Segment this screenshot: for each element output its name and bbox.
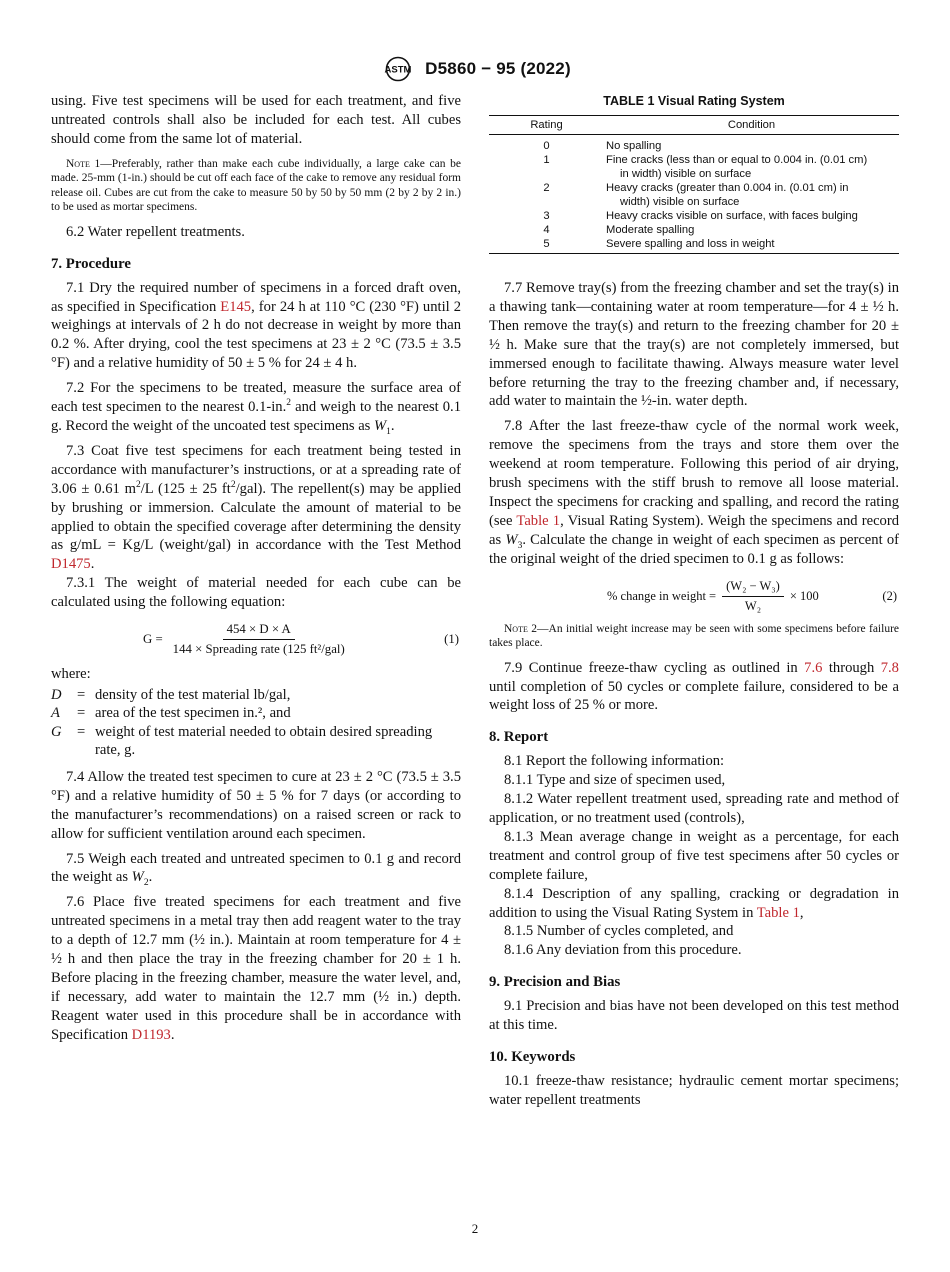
para-7-6: 7.6 Place five treated specimens for each treatment and five untreated specimens in a metal tray then add reagent water to the tray to a depth of 12.7 mm (½ in.). Maintain at room temperature for 4 ± ½ h and then place the tray in the freezing chamber for 20 ± 1 h. Before placing in the freezing chamber, measure the water level, and, if necessary, add water to maintain the 12.7 mm (½ in.) depth. Reagent water used in this procedure shall be in accordance with Specification D1193. bbox=[51, 894, 461, 1043]
link-7-8[interactable]: 7.8 bbox=[880, 659, 899, 676]
page-number: 2 bbox=[471, 1221, 479, 1236]
para-10-1: 10.1 freeze-thaw resistance; hydraulic cement mortar specimens; water repellent treatments bbox=[489, 1073, 899, 1108]
intro-paragraph: using. Five test specimens will be used for each treatment, and five untreated controls shall also be included for each test. All cubes should come from the same lot of material. bbox=[51, 93, 461, 147]
equation-1-fraction bbox=[169, 622, 349, 657]
para-7-3: 7.3 Coat five test specimens for each treatment being tested in accordance with manufacturer’s instructions, or at a spreading rate of 3.06 ± 0.61 $m^2/L$ (125 ± 25 $ft^2/gal$). The repellent(s) may be applied by brushing or immersion. Calculate the amount of material to be applied to obtain the specified coverage after determining the density as g/mL = Kg/L (weight/gal) in accordance with the Test Method D1475. bbox=[51, 442, 461, 573]
note-1 bbox=[51, 157, 461, 215]
note-2-text: —An initial weight increase may be seen with some specimens before failure takes place. bbox=[489, 622, 900, 650]
para-8-1-2: 8.1.2 Water repellent treatment used, spreading rate and method of application, or no treatment used (controls), bbox=[489, 791, 899, 827]
para-7-8: 7.8 After the last freeze-thaw cycle of the normal work week, remove the specimens from the trays and store them over the weekend at room temperature. Following this period of air drying, brush specimens with the stiff brush to remove all loose material. Inspect the specimens for cracking and spalling, and record the rating (see Table 1, Visual Rating System). Weigh the specimens and record as $W_3$. Calculate the change in weight of each specimen as percent of the original weight of the dried specimen to 0.1 g as follows: bbox=[489, 418, 900, 567]
para-7-7: 7.7 Remove tray(s) from the freezing chamber and set the tray(s) in a thawing tank—containing water at room temperature—for 4 ± ½ h. Then remove the tray(s) and return to the freezing chamber for 20 ± ½ h. Make sure that the tray(s) are not completely immersed, but immersed enough to facilitate thawing. Always measure water level before returning the tray to the freezing chamber and, if necessary, add water to maintain the ½-in. water depth. bbox=[489, 280, 899, 410]
note-2 bbox=[489, 622, 899, 651]
document-designation: D5860 − 95 (2022) bbox=[425, 59, 571, 78]
note-1-text: —Preferably, rather than make each cube individually, a large cake can be made. 25-mm (1-in.) should be cut off each face of the cake to remove any residual form release oil. Cubes are cut from the cake to measure 50 by 50 by 50 mm (2 by 2 by 2 in.) to be used as mortar specimens. bbox=[51, 157, 462, 214]
table-1-title: TABLE 1 Visual Rating System bbox=[603, 94, 785, 108]
para-8-1: 8.1 Report the following information: bbox=[504, 753, 725, 770]
equation-1-number: (1) bbox=[444, 632, 459, 647]
definition-row: A = area of the test specimen in.², and bbox=[51, 705, 291, 722]
section-9-heading: 9. Precision and Bias bbox=[489, 974, 621, 991]
link-d1193[interactable]: D1193 bbox=[131, 1026, 171, 1043]
equation-1-lhs: G = bbox=[143, 632, 163, 647]
section-8-heading: 8. Report bbox=[489, 729, 549, 746]
section-7-heading: 7. Procedure bbox=[51, 255, 131, 272]
where-label: where: bbox=[51, 666, 91, 683]
column-header-rating: Rating bbox=[489, 116, 604, 135]
para-8-1-5: 8.1.5 Number of cycles completed, and bbox=[504, 923, 734, 940]
para-8-1-1: 8.1.1 Type and size of specimen used, bbox=[504, 772, 726, 789]
para-7-1: 7.1 Dry the required number of specimens in a forced draft oven, as specified in Specification E145, for 24 h at 110 °C (230 °F) until 2 weighings at intervals of 2 h do not decrease in weight by more than 0.2 %. After drying, cool the test specimens at 23 ± 2 °C (73.5 ± 3.5 °F) and a relative humidity of 50 ± 5 % for 24 ± 4 h. bbox=[51, 279, 462, 372]
page-header bbox=[0, 56, 950, 82]
para-8-1-4: 8.1.4 Description of any spalling, cracking or degradation in addition to using the Visual Rating System in Table 1, bbox=[489, 885, 899, 921]
link-table-1[interactable]: Table 1 bbox=[516, 512, 561, 529]
definition-row: D = density of the test material lb/gal, bbox=[51, 686, 291, 703]
column-header-condition: Condition bbox=[604, 116, 899, 135]
link-table-1-second[interactable]: Table 1 bbox=[756, 904, 800, 921]
equation-2-number: (2) bbox=[882, 588, 897, 603]
para-8-1-3: 8.1.3 Mean average change in weight as a percentage, for each treatment and control group of five test specimens after 50 cycles or complete failure, bbox=[489, 828, 899, 883]
para-7-5: 7.5 Weigh each treated and untreated specimen to 0.1 g and record the weight as $W_2$. bbox=[51, 850, 461, 889]
equation-2-multiplier: × 100 bbox=[789, 588, 819, 603]
para-7-2: 7.2 For the specimens to be treated, measure the surface area of each test specimen to the nearest 0.1-in.$^2$ and weigh to the nearest 0.1 g. Record the weight of the uncoated test specimens as $W_1$. bbox=[51, 380, 462, 437]
para-6-2: 6.2 Water repellent treatments. bbox=[66, 223, 245, 240]
equation-1-denominator: 144 × Spreading rate (125 ft²/gal) bbox=[172, 642, 345, 657]
astm-logo bbox=[379, 56, 417, 82]
table-row: 5 Severe spalling and loss in weight bbox=[543, 238, 775, 250]
table-row: 0 No spalling bbox=[543, 140, 662, 152]
left-column bbox=[51, 92, 461, 1045]
para-9-1: 9.1 Precision and bias have not been developed on this test method at this time. bbox=[489, 998, 899, 1034]
logo-text: ASTM bbox=[384, 64, 412, 76]
equation-2-fraction bbox=[722, 579, 784, 614]
para-8-1-6: 8.1.6 Any deviation from this procedure. bbox=[504, 942, 742, 959]
section-10-heading: 10. Keywords bbox=[489, 1049, 576, 1066]
variable-definitions bbox=[51, 686, 461, 760]
equation-2-numerator: (W₂ − W₃) bbox=[722, 579, 784, 597]
right-column bbox=[489, 92, 899, 1110]
note-2-label: Note 2 bbox=[504, 622, 538, 635]
equation-1 bbox=[51, 622, 461, 657]
para-7-3-1: 7.3.1 The weight of material needed for each cube can be calculated using the following equation: bbox=[51, 575, 461, 611]
visual-rating-table bbox=[489, 115, 899, 254]
link-d1475[interactable]: D1475 bbox=[51, 556, 91, 573]
note-1-label: Note 1 bbox=[66, 157, 101, 170]
table-row: 4 Moderate spalling bbox=[543, 224, 695, 236]
definition-row: G = weight of test material needed to obtain desired spreading rate, g. bbox=[51, 723, 433, 759]
para-7-4: 7.4 Allow the treated test specimen to cure at 23 ± 2 °C (73.5 ± 3.5 °F) and a relative humidity of 50 ± 5 % for 7 days (or according to the manufacturer’s recommendations) on a raised screen or rack to allow for sufficient ventilation around each specimen. bbox=[51, 768, 461, 842]
table-row: 1 Fine cracks (less than or equal to 0.004 in. (0.01 cm) in width) visible on surface bbox=[543, 154, 868, 180]
equation-2-denominator: W₂ bbox=[744, 598, 762, 613]
para-7-9: 7.9 Continue freeze-thaw cycling as outlined in 7.6 through 7.8 until completion of 50 cycles or complete failure, considered to be a weight loss of 25 % or more. bbox=[489, 659, 899, 714]
link-7-6[interactable]: 7.6 bbox=[804, 659, 823, 676]
table-row: 2 Heavy cracks (greater than 0.004 in. (0.01 cm) in width) visible on surface bbox=[543, 182, 849, 208]
equation-2-lhs: % change in weight = bbox=[607, 588, 717, 603]
equation-2 bbox=[489, 579, 899, 614]
table-row: 3 Heavy cracks visible on surface, with faces bulging bbox=[543, 210, 858, 222]
link-e145[interactable]: E145 bbox=[220, 298, 252, 315]
equation-1-numerator: 454 × D × A bbox=[223, 622, 295, 640]
